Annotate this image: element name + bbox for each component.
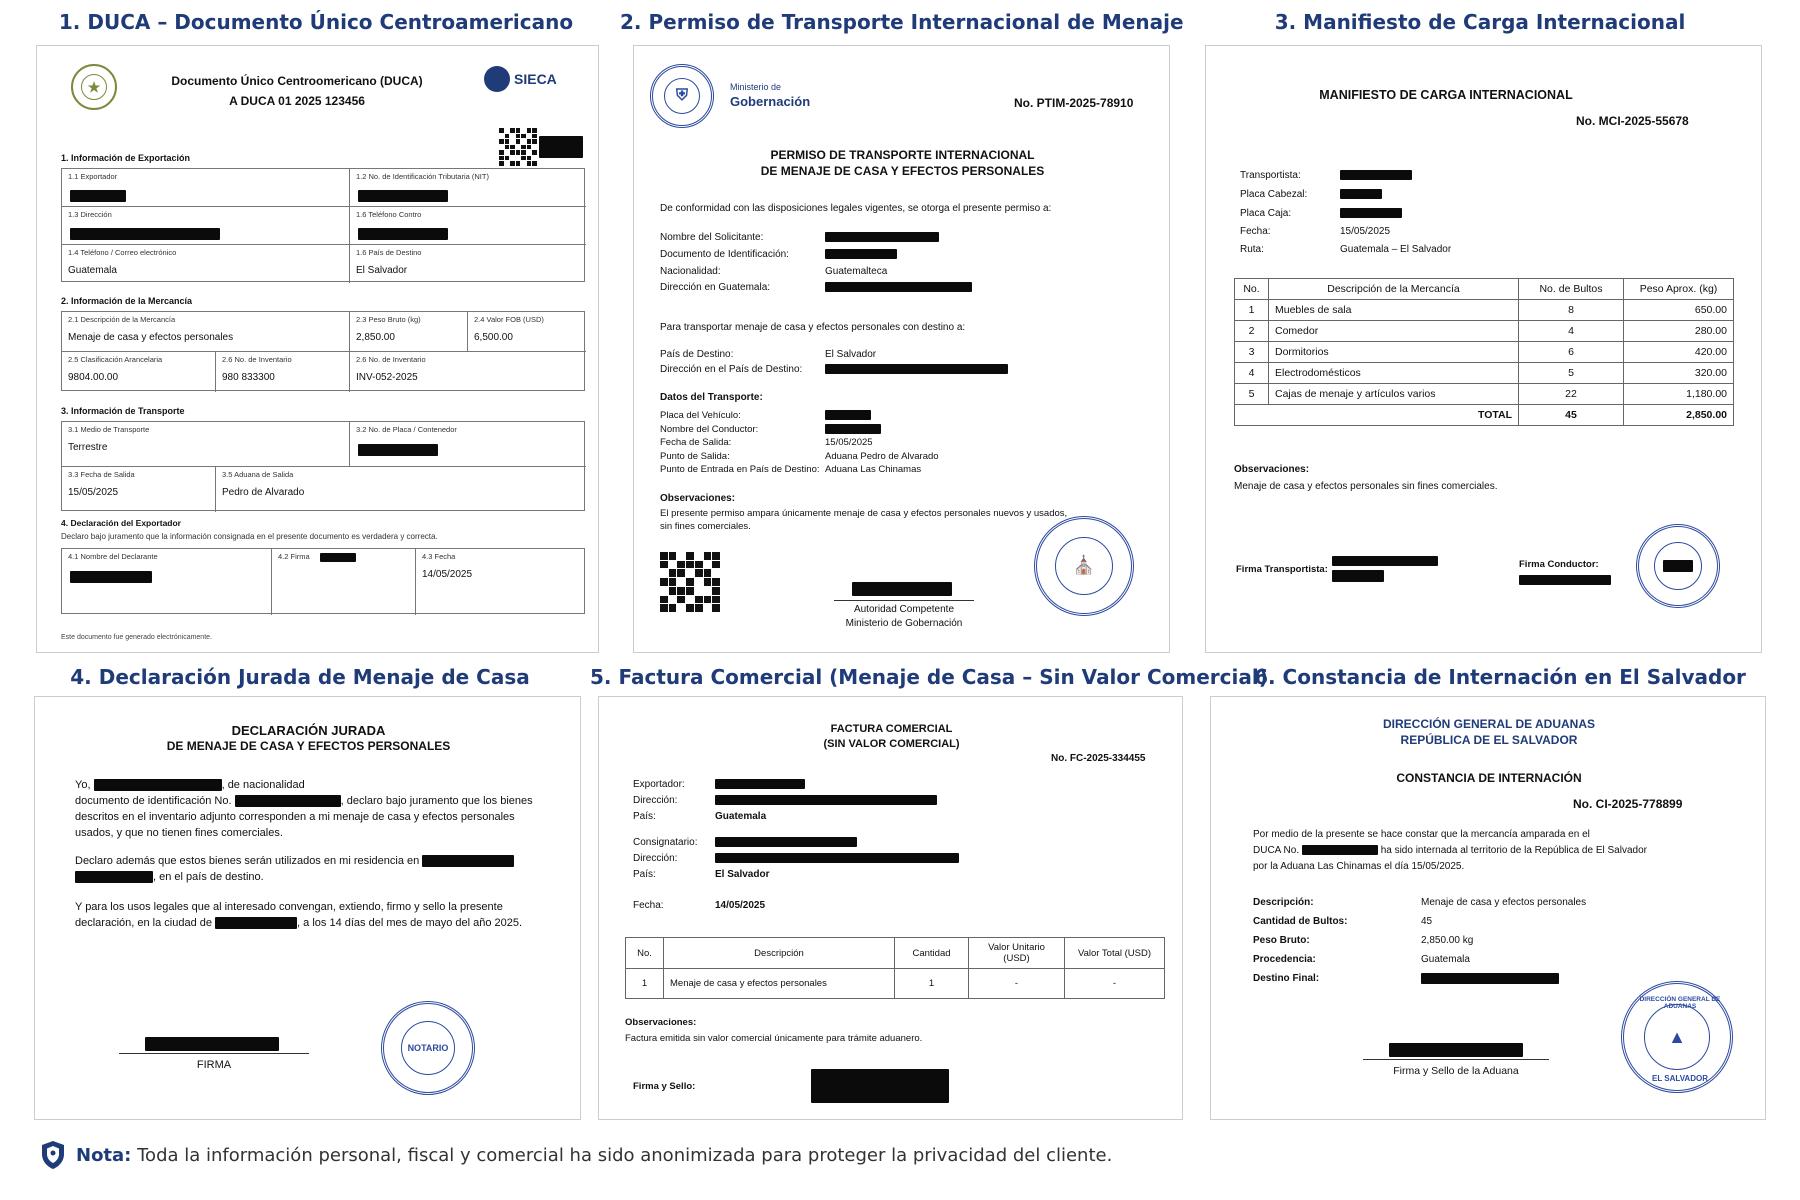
field-value: 6,500.00 <box>474 332 513 343</box>
field-label: Placa Cabezal: <box>1240 189 1308 200</box>
table-row: 3 Dormitorios 6 420.00 <box>1235 342 1734 363</box>
field-value: Menaje de casa y efectos personales <box>68 332 234 343</box>
permiso-datos: Datos del Transporte: <box>660 392 763 403</box>
jurada-document <box>34 696 581 1120</box>
constancia-firma: Firma y Sello de la Aduana <box>1393 1065 1519 1077</box>
text: DUCA No. <box>1253 845 1300 856</box>
permiso-document <box>633 45 1170 653</box>
duca-section-4: 4. Declaración del Exportador <box>61 518 181 528</box>
field-value: 2,850.00 kg <box>1421 935 1474 946</box>
guatemala-seal-icon: ⛨ <box>650 64 714 128</box>
redaction-bar <box>145 1037 279 1051</box>
duca-section-1-grid <box>61 168 585 282</box>
note-text: Toda la información personal, fiscal y comercial ha sido anonimizada para proteger la privacidad del cliente. <box>137 1144 1113 1166</box>
field-label: Cantidad de Bultos: <box>1253 916 1348 927</box>
seal-top-text: DIRECCIÓN GENERAL DE ADUANAS <box>1639 996 1721 1010</box>
manifiesto-table <box>1234 278 1734 426</box>
text: , de nacionalidad <box>221 779 305 791</box>
field-label: Dirección en el País de Destino: <box>660 364 803 375</box>
factura-heading-2: (SIN VALOR COMERCIAL) <box>823 738 960 750</box>
field-value: El Salvador <box>825 349 877 360</box>
table-header: Cantidad <box>895 938 969 969</box>
field-value: Guatemala <box>715 811 767 822</box>
jurada-heading-2: DE MENAJE DE CASA Y EFECTOS PERSONALES <box>166 739 451 753</box>
notario-stamp-icon <box>381 1001 475 1095</box>
field-value: 2,850.00 <box>356 332 395 343</box>
factura-table <box>625 937 1165 999</box>
constancia-org-1: DIRECCIÓN GENERAL DE ADUANAS <box>1382 717 1595 731</box>
field-label: 2.4 Valor FOB (USD) <box>474 315 544 324</box>
field-label: 4.3 Fecha <box>422 552 456 561</box>
field-value: Aduana Las Chinamas <box>825 464 922 475</box>
field-value: 15/05/2025 <box>825 437 873 448</box>
duca-heading: Documento Único Centroomericano (DUCA) <box>171 74 423 88</box>
ministerio-label: Ministerio de <box>730 82 782 92</box>
table-header: Valor Total (USD) <box>1065 938 1165 969</box>
permiso-obs-text: El presente permiso ampara únicamente menaje de casa y efectos personales nuevos y usados, sin fines comerciales. <box>660 508 1068 532</box>
firma-conductor-label: Firma Conductor: <box>1519 559 1599 570</box>
permiso-number: No. PTIM-2025-78910 <box>1014 96 1134 110</box>
field-label: País: <box>633 811 656 822</box>
factura-number: No. FC-2025-334455 <box>1051 753 1146 764</box>
field-label: 1.1 Exportador <box>68 172 118 181</box>
table-header: Peso Aprox. (kg) <box>1624 279 1734 300</box>
table-header: Descripción de la Mercancía <box>1269 279 1519 300</box>
field-label: 4.1 Nombre del Declarante <box>68 552 158 561</box>
jurada-heading-1: DECLARACIÓN JURADA <box>231 723 386 738</box>
field-label: Nombre del Solicitante: <box>660 232 764 243</box>
aduanas-stamp-icon: DIRECCIÓN GENERAL DE ADUANAS ▲ EL SALVADOR <box>1621 981 1733 1093</box>
field-label: Dirección: <box>633 853 678 864</box>
field-label: Punto de Salida: <box>660 451 730 462</box>
text: Yo, <box>75 779 91 791</box>
manifiesto-number: No. MCI-2025-55678 <box>1576 114 1689 128</box>
constancia-org-2: REPÚBLICA DE EL SALVADOR <box>1400 733 1578 747</box>
panel-title-jurada: 4. Declaración Jurada de Menaje de Casa <box>70 665 530 689</box>
redaction-bar <box>1332 556 1438 566</box>
text: Por medio de la presente se hace constar que la mercancía amparada en el <box>1253 829 1590 840</box>
panel-title-factura: 5. Factura Comercial (Menaje de Casa – Sin Valor Comercial) <box>590 665 1268 689</box>
duca-declaration-text: Declaro bajo juramento que la información consignada en el presente documento es verdadera y correcta. <box>61 532 438 541</box>
text: documento de identificación No. <box>75 795 232 807</box>
field-label: 2.6 No. de Inventario <box>222 355 292 364</box>
redaction-bar <box>1332 570 1384 582</box>
field-value: 45 <box>1421 916 1433 927</box>
shield-icon <box>40 1140 66 1170</box>
field-value: Aduana Pedro de Alvarado <box>825 451 939 462</box>
permiso-para: Para transportar menaje de casa y efectos personales con destino a: <box>660 322 966 333</box>
constancia-heading: CONSTANCIA DE INTERNACIÓN <box>1396 771 1582 785</box>
field-value: 15/05/2025 <box>68 487 119 498</box>
transport-stamp-icon <box>1636 524 1720 608</box>
text: por la Aduana Las Chinamas el día 15/05/2025. <box>1253 861 1465 872</box>
note-label: Nota: <box>76 1144 132 1166</box>
field-label: 4.2 Firma <box>278 552 310 561</box>
factura-firma: Firma y Sello: <box>633 1081 696 1092</box>
table-header: No. de Bultos <box>1519 279 1624 300</box>
field-label: 1.6 Teléfono Contro <box>356 210 422 219</box>
field-value: INV-052-2025 <box>356 372 418 383</box>
field-label: Fecha de Salida: <box>660 437 732 448</box>
factura-obs-text: Factura emitida sin valor comercial únicamente para trámite aduanero. <box>625 1033 923 1044</box>
permiso-qr-code-icon <box>660 552 720 612</box>
gobernacion-label: Gobernación <box>730 94 811 109</box>
text: descritos en el inventario adjunto corresponden a mi menaje de casa y efectos personales <box>75 811 515 823</box>
text: Y para los usos legales que al interesado convengan, extiendo, firmo y sello la presente <box>75 901 503 913</box>
field-label: Peso Bruto: <box>1253 935 1310 946</box>
field-label: Consignatario: <box>633 837 698 848</box>
panel-title-constancia: 6. Constancia de Internación en El Salvador <box>1254 665 1746 689</box>
permiso-obs: Observaciones: <box>660 493 736 504</box>
table-header: Valor Unitario (USD) <box>969 938 1065 969</box>
field-value: Guatemala <box>1421 954 1470 965</box>
duca-section-1: 1. Información de Exportación <box>61 153 191 163</box>
field-label: Placa del Vehículo: <box>660 410 741 421</box>
field-value: El Salvador <box>715 869 770 880</box>
field-label: Punto de Entrada en País de Destino: <box>660 464 820 475</box>
text: , a los 14 días del mes de mayo del año 2025. <box>297 917 523 929</box>
manifiesto-document <box>1205 45 1762 653</box>
field-label: 3.3 Fecha de Salida <box>68 470 135 479</box>
sieca-logo <box>484 66 557 92</box>
duca-section-2-grid <box>61 311 585 391</box>
panel-title-duca: 1. DUCA – Documento Único Centroamericano <box>58 10 574 34</box>
firma-transportista-label: Firma Transportista: <box>1236 564 1328 575</box>
redaction-bar <box>852 582 952 596</box>
manifiesto-obs: Observaciones: <box>1234 464 1310 475</box>
field-label: País de Destino: <box>660 349 734 360</box>
table-header: No. <box>1235 279 1269 300</box>
duca-document <box>36 45 599 653</box>
seal-bottom-text: EL SALVADOR <box>1651 1074 1708 1083</box>
field-label: Ruta: <box>1240 244 1264 255</box>
duca-qr-code-icon <box>499 128 537 166</box>
field-label: Exportador: <box>633 779 685 790</box>
field-label: 3.5 Aduana de Salida <box>222 470 294 479</box>
factura-heading-1: FACTURA COMERCIAL <box>830 723 953 735</box>
field-value: 9804.00.00 <box>68 372 119 383</box>
manifiesto-heading: MANIFIESTO DE CARGA INTERNACIONAL <box>1319 88 1573 102</box>
text: Declaro además que estos bienes serán utilizados en mi residencia en <box>75 855 420 867</box>
field-label: Destino Final: <box>1253 973 1320 985</box>
field-value: Menaje de casa y efectos personales <box>1421 897 1587 908</box>
ministerio-stamp-icon: ⛪ <box>1034 516 1134 616</box>
permiso-intro: De conformidad con las disposiciones legales vigentes, se otorga el presente permiso a: <box>660 203 1052 214</box>
table-total-row: TOTAL 45 2,850.00 <box>1235 405 1734 426</box>
field-label: Dirección: <box>633 795 678 806</box>
field-label: 3.1 Medio de Transporte <box>68 425 150 434</box>
field-value: 14/05/2025 <box>715 900 766 911</box>
field-label: Transportista: <box>1240 170 1301 181</box>
guatemala-emblem-icon: ★ <box>71 64 117 110</box>
field-label: 2.1 Descripción de la Mercancía <box>68 315 176 324</box>
signature-line <box>1363 1059 1549 1060</box>
text: usados, y que no tienen fines comerciales. <box>75 827 283 839</box>
field-label: País: <box>633 869 656 880</box>
panel-title-manifiesto: 3. Manifiesto de Carga Internacional <box>1274 10 1686 34</box>
field-value: 14/05/2025 <box>422 569 473 580</box>
table-row: 2 Comedor 4 280.00 <box>1235 321 1734 342</box>
text: , declaro bajo juramento que los bienes <box>340 795 533 807</box>
text: ha sido internada al territorio de la República de El Salvador <box>1380 845 1647 856</box>
duca-section-2: 2. Información de la Mercancía <box>61 296 193 306</box>
signature-line <box>119 1053 309 1054</box>
sieca-label: SIECA <box>514 71 557 87</box>
field-value: Pedro de Alvarado <box>222 487 305 498</box>
field-label: Procedencia: <box>1253 954 1316 965</box>
signature-line <box>834 600 974 601</box>
table-row: 5 Cajas de menaje y artículos varios 22 1,180.00 <box>1235 384 1734 405</box>
field-label: Placa Caja: <box>1240 208 1292 219</box>
field-value: 980 833300 <box>222 372 275 383</box>
field-value: Guatemala <box>68 265 117 276</box>
field-value: El Salvador <box>356 265 408 276</box>
table-row: 1 Muebles de sala 8 650.00 <box>1235 300 1734 321</box>
field-label: Nacionalidad: <box>660 266 721 277</box>
sieca-globe-icon <box>484 66 510 92</box>
field-label: Nombre del Conductor: <box>660 424 759 435</box>
table-row: 1 Menaje de casa y efectos personales 1 - - <box>626 969 1165 999</box>
field-value: Terrestre <box>68 442 108 453</box>
duca-number: A DUCA 01 2025 123456 <box>229 94 365 108</box>
constancia-document <box>1210 696 1766 1120</box>
jurada-firma: FIRMA <box>196 1059 232 1071</box>
table-row: 4 Electrodomésticos 5 320.00 <box>1235 363 1734 384</box>
factura-obs: Observaciones: <box>625 1017 697 1028</box>
field-label: 2.5 Clasificación Arancelaria <box>68 355 163 364</box>
table-header: Descripción <box>664 938 895 969</box>
notario-label: NOTARIO <box>401 1021 456 1076</box>
manifiesto-obs-text: Menaje de casa y efectos personales sin fines comerciales. <box>1234 481 1498 492</box>
field-label: 3.2 No. de Placa / Contenedor <box>356 425 457 434</box>
permiso-heading-2: DE MENAJE DE CASA Y EFECTOS PERSONALES <box>760 164 1045 178</box>
duca-section-4-grid <box>61 548 585 614</box>
field-label: Documento de Identificación: <box>660 249 789 260</box>
field-label: 1.6 País de Destino <box>356 248 422 257</box>
field-label: Dirección en Guatemala: <box>660 282 771 293</box>
permiso-heading-1: PERMISO DE TRANSPORTE INTERNACIONAL <box>770 148 1035 162</box>
text: , en el país de destino. <box>153 871 264 883</box>
constancia-number: No. CI-2025-778899 <box>1573 797 1683 811</box>
redaction-bar <box>1389 1043 1523 1057</box>
text: declaración, en la ciudad de <box>75 917 212 929</box>
redaction-bar <box>811 1069 949 1103</box>
field-label: 1.4 Teléfono / Correo electrónico <box>68 248 177 257</box>
table-header: No. <box>626 938 664 969</box>
permiso-autoridad: Autoridad Competente <box>853 604 955 615</box>
field-label: 1.2 No. de Identificación Tributaria (NIT) <box>356 172 489 181</box>
field-value: Guatemala – El Salvador <box>1340 244 1452 255</box>
field-label: Fecha: <box>633 900 664 911</box>
panel-title-permiso: 2. Permiso de Transporte Internacional de Menaje <box>620 10 1184 34</box>
redaction-bar <box>539 136 583 158</box>
field-label: 1.3 Dirección <box>68 210 112 219</box>
duca-section-3-grid <box>61 421 585 511</box>
field-label: Fecha: <box>1240 226 1271 237</box>
field-value: 15/05/2025 <box>1340 226 1391 237</box>
factura-document <box>598 696 1183 1120</box>
permiso-ministerio: Ministerio de Gobernación <box>845 618 963 629</box>
redaction-bar <box>1519 575 1611 585</box>
field-label: Descripción: <box>1253 897 1314 908</box>
field-value: Guatemalteca <box>825 266 888 277</box>
privacy-note <box>40 1140 1112 1170</box>
duca-footer: Este documento fue generado electrónicamente. <box>61 634 212 641</box>
field-label: 2.6 No. de Inventario <box>356 355 426 364</box>
duca-section-3: 3. Información de Transporte <box>61 406 185 416</box>
field-label: 2.3 Peso Bruto (kg) <box>356 315 421 324</box>
